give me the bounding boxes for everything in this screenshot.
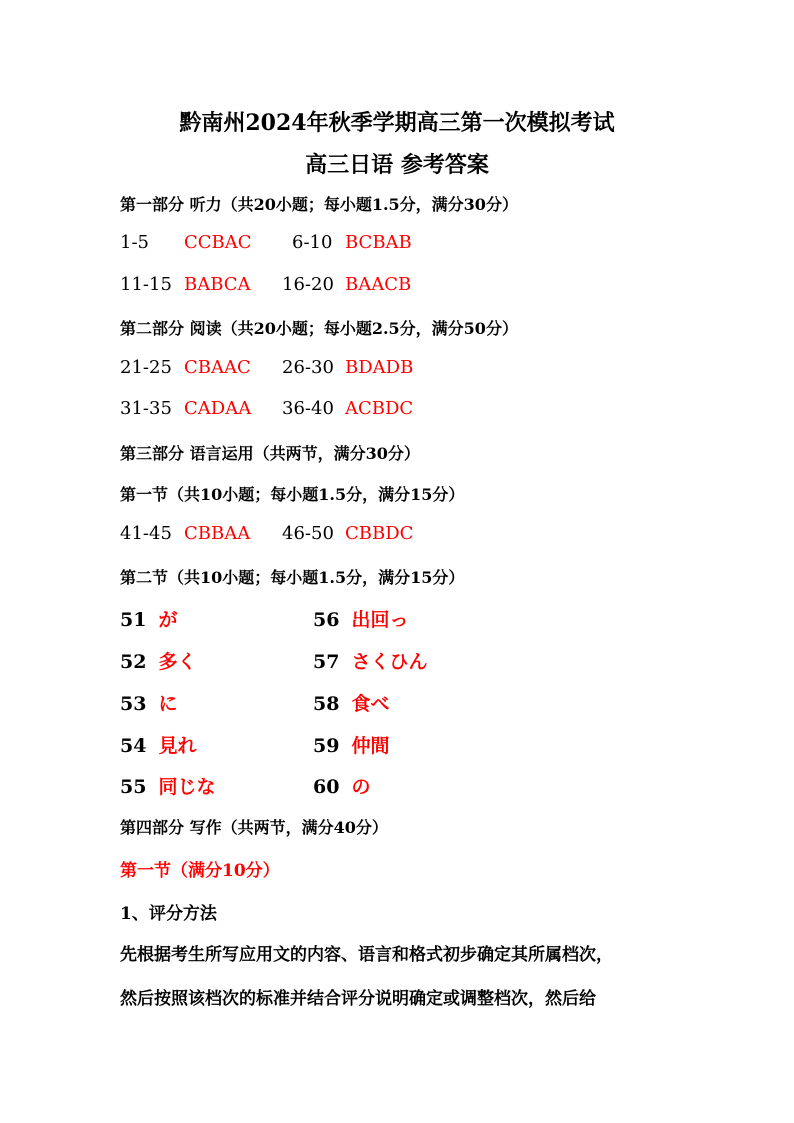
question-range: 1-5	[120, 232, 149, 253]
fill-answer	[313, 731, 389, 758]
fill-answer	[120, 647, 196, 674]
part3-section2-heading: 第二节（共10小题；每小题1.5分，满分15分）	[120, 568, 465, 587]
question-range: 6-10	[292, 232, 333, 253]
answer-letters: CBBDC	[345, 523, 414, 544]
fill-answer	[120, 689, 177, 716]
question-range: 11-15	[120, 274, 172, 295]
answer-letters: BDADB	[345, 357, 414, 378]
answer-letters: BAACB	[345, 274, 412, 295]
question-range: 46-50	[282, 523, 334, 544]
question-range: 26-30	[282, 357, 334, 378]
fill-answer	[313, 689, 389, 716]
part4-heading: 第四部分 写作（共两节，满分40分）	[120, 818, 388, 837]
answer-text: が	[158, 609, 178, 631]
answer-text: 多く	[158, 651, 197, 673]
question-number: 53	[120, 693, 147, 715]
part3-section1-heading: 第一节（共10小题；每小题1.5分，满分15分）	[120, 485, 465, 504]
answer-text: 見れ	[158, 735, 197, 757]
part4-section1-heading: 第一节（满分10分）	[120, 861, 280, 881]
question-range: 16-20	[282, 274, 334, 295]
answer-letters: CBBAA	[184, 523, 251, 544]
answer-letters: BABCA	[184, 274, 251, 295]
question-number: 58	[313, 693, 340, 715]
question-range: 31-35	[120, 398, 172, 419]
question-number: 60	[313, 776, 340, 798]
question-number: 55	[120, 776, 147, 798]
answer-text: の	[351, 776, 371, 798]
fill-answer	[313, 605, 408, 632]
question-range: 36-40	[282, 398, 334, 419]
scoring-method-heading: 1、评分方法	[120, 904, 217, 924]
question-number: 56	[313, 609, 340, 631]
fill-answer	[313, 647, 427, 674]
answer-letters: CBAAC	[184, 357, 251, 378]
question-number: 51	[120, 609, 147, 631]
answer-text: さくひん	[351, 651, 428, 673]
document-subtitle: 高三日语 参考答案	[305, 152, 489, 178]
answer-text: 出回っ	[351, 609, 409, 631]
paragraph-line: 然后按照该档次的标准并结合评分说明确定或调整档次，然后给	[120, 989, 596, 1009]
question-number: 52	[120, 651, 147, 673]
answer-letters: ACBDC	[345, 398, 414, 419]
question-number: 59	[313, 735, 340, 757]
fill-answer	[313, 772, 370, 799]
exam-title: 黔南州2024年秋季学期高三第一次模拟考试	[179, 110, 615, 136]
fill-answer	[120, 605, 177, 632]
answer-letters: CADAA	[184, 398, 252, 419]
fill-answer	[120, 772, 215, 799]
part1-heading: 第一部分 听力（共20小题；每小题1.5分，满分30分）	[120, 195, 518, 214]
answer-group	[120, 232, 149, 253]
answer-text: に	[158, 693, 178, 715]
question-range: 41-45	[120, 523, 172, 544]
part2-heading: 第二部分 阅读（共20小题；每小题2.5分，满分50分）	[120, 319, 518, 338]
answer-text: 仲間	[351, 735, 390, 757]
answer-text: 同じな	[158, 776, 216, 798]
question-number: 57	[313, 651, 340, 673]
answer-letters: BCBAB	[345, 232, 412, 253]
question-number: 54	[120, 735, 147, 757]
fill-answer	[120, 731, 196, 758]
paragraph-line: 先根据考生所写应用文的内容、语言和格式初步确定其所属档次，	[120, 945, 613, 965]
answer-letters: CCBAC	[184, 232, 252, 253]
answer-text: 食べ	[351, 693, 390, 715]
part3-heading: 第三部分 语言运用（共两节，满分30分）	[120, 444, 420, 463]
question-range: 21-25	[120, 357, 172, 378]
